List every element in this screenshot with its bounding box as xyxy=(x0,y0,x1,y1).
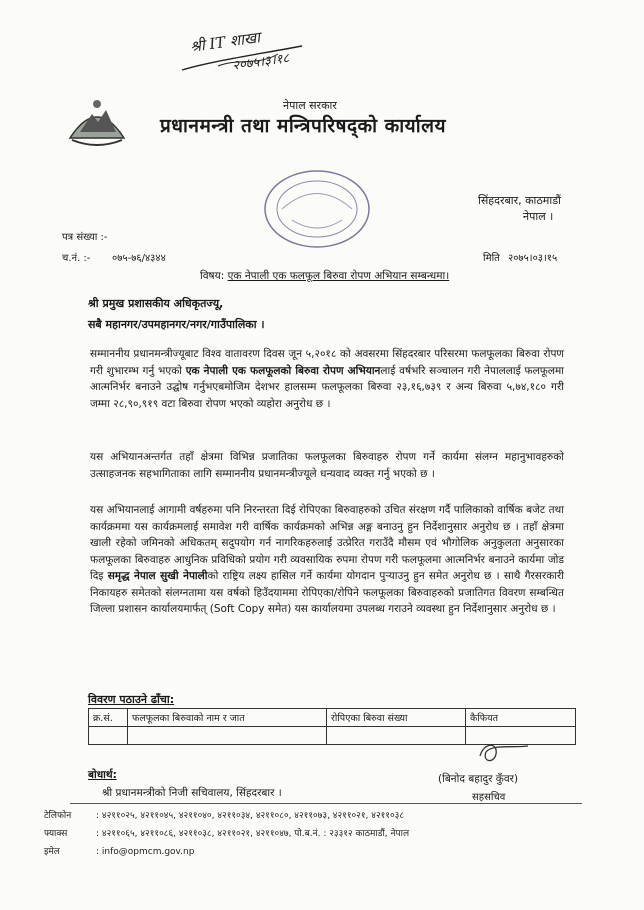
paragraph-2: यस अभियानअन्तर्गत तहाँ क्षेत्रमा विभिन्न प्रजातिका फलफूलका बिरुवाहरु रोपण गर्ने कार्यमा संलग्न महानुभावहरुको उत्साहजनक सहभागिताका लागि सम्माननीय प्रधानमन्त्रीज्यूले धन्यवाद व्यक्त गर्नु भएको छ । xyxy=(90,451,564,480)
paragraph-3-text-a: यस अभियानलाई आगामी वर्षहरुमा पनि निरन्तरता दिई रोपिएका बिरुवाहरुको उचित संरक्षण गर्दै पालिकाको वार्षिक बजेट तथा कार्यक्रममा यस कार्यक्रमलाई समावेश गरी वार्षिक कार्यक्रमको अभिन्न अङ्ग बनाउनु हुन निर्देशानुसार अनुरोध छ । तहाँ क्षेत्रमा खाली रहेको जमिनको अधिकतम् सदुपयोग गर्न नागरिकहरुलाई उत्प्रेरित गराउँदै मौसम एवं भौगोलिक अनुकुलता अनुसारका फलफूलका बिरुवाहरु आधुनिक प्रविधिको प्रयोग गरी व्यवसायिक रुपमा रोपण गरी फलफूलमा आत्मनिर्भर बनाउने कार्यमा जोड दिइ xyxy=(90,504,564,582)
phone-label: टेलिफोन xyxy=(44,811,72,821)
letter-number-label: पत्र संख्या :- xyxy=(62,232,108,243)
table-header-row xyxy=(89,709,576,727)
addressee-line-2: सबै महानगर/उपमहानगर/नगर/गाउँपालिका । xyxy=(88,318,265,331)
column-header-count: रोपिएका बिरुवा संख्या xyxy=(327,709,466,727)
footer-phone xyxy=(44,808,404,821)
handwritten-note: श्री IT शाखा xyxy=(189,28,262,56)
fax-numbers: : ४२११०६५, ४२११०८६, ४२११०३८, ४२११०२१, ४२११०४७, पो.ब.नं. : २३३१२ काठमाडौं, नेपाल xyxy=(96,829,410,839)
handwritten-date: २०७५।३।१८ xyxy=(231,51,291,74)
footer-email xyxy=(44,844,194,857)
footer-divider xyxy=(70,803,582,804)
paragraph-1 xyxy=(90,346,564,412)
addressee-line-1: श्री प्रमुख प्रशासकीय अधिकृतज्यू, xyxy=(88,297,224,310)
date-value: २०७५।०३।१५ xyxy=(508,253,558,264)
column-header-serial: क्र.सं. xyxy=(89,709,128,727)
phone-numbers: : ४२११०२५, ४२११०४५, ४२११०४०, ४२११०३४, ४२११०८०, ४२११०७३, ४२११०२१, ४२११०३८ xyxy=(96,811,405,821)
paragraph-3 xyxy=(90,502,564,618)
signatory-title: सहसचिव xyxy=(472,792,506,803)
government-name: नेपाल सरकार xyxy=(283,99,337,112)
column-header-fruit-name: फलफूलका बिरुवाको नाम र जात xyxy=(128,709,327,727)
paragraph-1-text-c: लाई वर्षभरि सञ्चालन गरी नेपाललाई फलफूलमा आत्मनिर्भर बनाउने उद्घोष गर्नुभएबमोजिम देशभर हालसम्म फलफूलका बिरुवा २३,१६,७३९ र अन्य बिरुवा ५,७४,१८० गरी जम्मा २८,९०,९१९ वटा बिरुवा रोपण भएको व्यहोरा अनुरोध छ । xyxy=(90,364,564,410)
dispatch-label: च.नं. :- xyxy=(62,253,91,264)
campaign-name: एक नेपाली एक फलफूलको बिरुवा रोपण अभियान xyxy=(185,364,381,377)
subject-label: विषय: xyxy=(200,270,225,282)
dispatch-number: ०७५-७६/४३४४ xyxy=(112,253,166,264)
nepal-emblem-icon xyxy=(62,92,132,152)
cc-recipient: श्री प्रधानमन्त्रीको निजी सचिवालय, सिंहदरबार । xyxy=(102,787,282,799)
subject-text: एक नेपाली एक फलफूल बिरुवा रोपण अभियान सम्बन्धमा। xyxy=(227,270,450,282)
signatory-name: (बिनोद बहादुर कुँवर) xyxy=(438,773,519,785)
paragraph-1-text-a: सम्माननीय प्रधानमन्त्रीज्यूबाट विश्व वातावरण दिवस जून ५,२०१८ को अवसरमा सिंहदरबार परिसरमा फलफूलका बिरुवा रोपण गरी शुभारम्भ गर्नु भएको xyxy=(90,348,564,377)
signature-mark-icon xyxy=(474,738,534,768)
email-address: : info@opmcm.gov.np xyxy=(96,847,195,857)
subject-line xyxy=(200,269,449,283)
office-seal-stamp-icon xyxy=(262,168,372,250)
email-label: इमेल xyxy=(44,847,60,857)
address-line-1: सिंहदरबार, काठमाडौं xyxy=(478,194,561,207)
national-goal: समृद्ध नेपाल सुखी नेपाली xyxy=(107,570,208,582)
column-header-remarks: कैफियत xyxy=(466,709,576,727)
handwritten-scribble-icon xyxy=(178,36,308,76)
footer-fax xyxy=(44,826,409,839)
cc-title: बोधार्थ: xyxy=(88,769,117,781)
office-name: प्रधानमन्त्री तथा मन्त्रिपरिषद्‌को कार्यालय xyxy=(160,115,447,137)
paragraph-3-text-c: को राष्ट्रिय लक्ष्य हासिल गर्ने कार्यमा योगदान पुऱ्याउनु हुन समेत अनुरोध छ । साथै गैरसरकारी निकायहरु समेतको संलग्नतामा यस वर्षको हिउँदयाममा रोपिएका/रोपिने फलफूलका बिरुवाहरुको प्रजातिगत विवरण सम्बन्धित जिल्ला प्रशासन कार्यालयमार्फत् (Soft Copy समेत) यस कार्यालयमा उपलब्ध गराउने व्यवस्था हुन निर्देशानुसार अनुरोध छ । xyxy=(90,570,564,615)
details-format-title: विवरण पठाउने ढाँचा: xyxy=(88,693,175,706)
date-label: मिति xyxy=(483,253,500,264)
fax-label: फ्याक्स xyxy=(44,829,68,839)
address-line-2: नेपाल । xyxy=(523,210,554,223)
